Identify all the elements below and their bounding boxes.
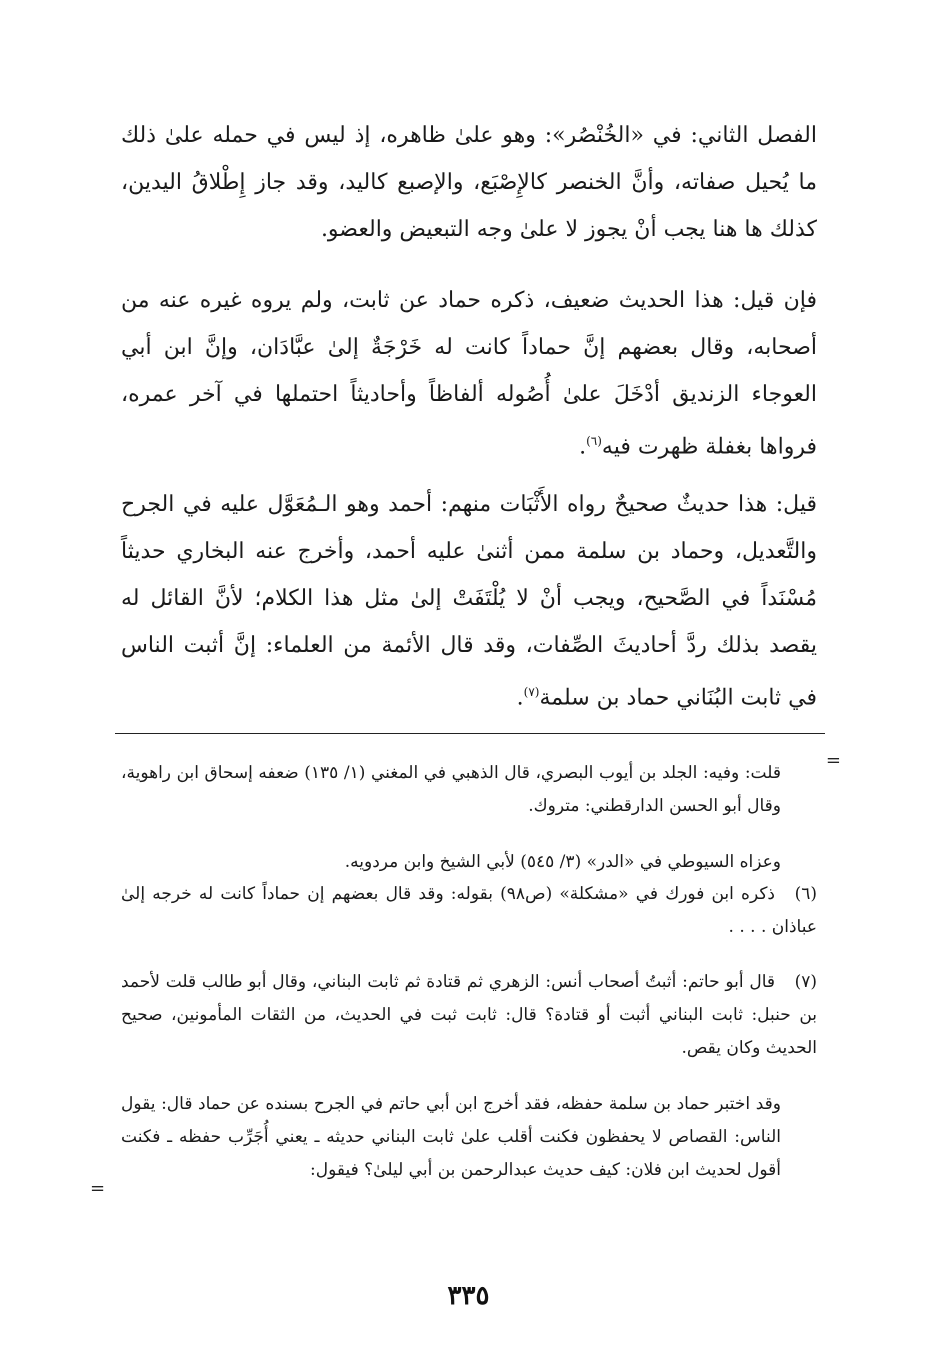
footnote-text: وقد اختبر حماد بن سلمة حفظه، فقد أخرج ابن أبي حاتم في الجرح بسنده عن حماد قال: يقول الناس: القصاص لا يحفظون فكنت أقلب علىٰ ثابت البناني حديثه ـ يعني أُجَرِّب حفظه ـ فكنت أقول لحديث ابن فلان: كيف حديث عبدالرحمن بن أبي ليلىٰ؟ فيقول:	[121, 1094, 781, 1180]
footnote-continuation-attribution	[121, 846, 817, 879]
page-number: ٣٣٥	[447, 1281, 490, 1311]
footnote-text: ذكره ابن فورك في «مشكلة» (ص٩٨) بقوله: وقد قال بعضهم إن حماداً كانت له خرجه إلىٰ عباذان . . . .	[121, 884, 817, 937]
footnote-text: قلت: وفيه: الجلد بن أيوب البصري، قال الذهبي في المغني (١/ ١٣٥) ضعفه إسحاق ابن راهوية، وقال أبو الحسن الدارقطني: متروك.	[121, 763, 781, 816]
footnote-text: قال أبو حاتم: أثبتُ أصحاب أنس: الزهري ثم قتادة ثم ثابت البناني، وقال أبو طالب قلت لأحمد بن حنبل: ثابت البناني أثبت أو قتادة؟ قال: ثابت ثبت في الحديث، من الثقات المأمونين، صحيح الحديث وكان يقص.	[121, 972, 817, 1058]
footnote-7-continued	[121, 1088, 817, 1187]
footnote-6	[121, 878, 817, 944]
continuation-mark-top: =	[825, 750, 841, 771]
footnote-divider	[115, 733, 825, 734]
paragraph-end: .	[516, 685, 524, 711]
footnote-text: وعزاه السيوطي في «الدر» (٣/ ٥٤٥) لأبي الشيخ وابن مردويه.	[344, 852, 781, 872]
footnote-ref-6[interactable]: (٦)	[586, 434, 602, 448]
footnote-ref-7[interactable]: (٧)	[523, 685, 540, 699]
footnote-number: (٧)	[794, 972, 817, 992]
footnote-continuation	[121, 757, 817, 823]
paragraph-text: فإن قيل: هذا الحديث ضعيف، ذكره حماد عن ثابت، ولم يروه غيره عنه من أصحابه، وقال بعضهم إنَّ حماداً كانت له خَرْجَةٌ إلىٰ عبَّادَان، وإنَّ ابن أبي العوجاء الزنديق أدْخَلَ علىٰ أُصُوله ألفاظاً وأحاديثاً احتملها في آخر عمره، فرواها بغفلة ظهرت فيه	[121, 288, 817, 460]
paragraph-reply	[121, 481, 817, 721]
paragraph-text: قيل: هذا حديثٌ صحيحٌ رواه الأَثْبَات منهم: أحمد وهو الـمُعَوَّل عليه في الجرح والتَّعديل، وحماد بن سلمة ممن أثنىٰ عليه أحمد، وأخرج عنه البخاري حديثاً مُسْنَداً في الصَّحيح، ويجب أنْ لا يُلْتَفَتْ إلىٰ مثل هذا الكلام؛ لأنَّ القائل له يقصد بذلك ردَّ أحاديثَ الصِّفات، وقد قال الأئمة من العلماء: إنَّ أثبت الناس في ثابت البُنَاني حماد بن سلمة	[121, 492, 817, 711]
paragraph-end: .	[579, 434, 587, 460]
paragraph-objection	[121, 277, 817, 470]
continuation-mark-bottom: =	[90, 1178, 106, 1199]
footnote-7	[121, 966, 817, 1065]
paragraph-chapter-two	[121, 112, 817, 253]
paragraph-text: الفصل الثاني: في «الخُنْصُر»: وهو علىٰ ظاهره، إذ ليس في حمله علىٰ ذلك ما يُحيل صفاته، وأنَّ الخنصر كالإِصْبَع، والإصبع كاليد، وقد جاز إِطْلاقُ اليدين، كذلك ها هنا يجب أنْ يجوز لا علىٰ وجه التبعيض والعضو.	[121, 123, 817, 242]
footnote-number: (٦)	[794, 884, 817, 904]
